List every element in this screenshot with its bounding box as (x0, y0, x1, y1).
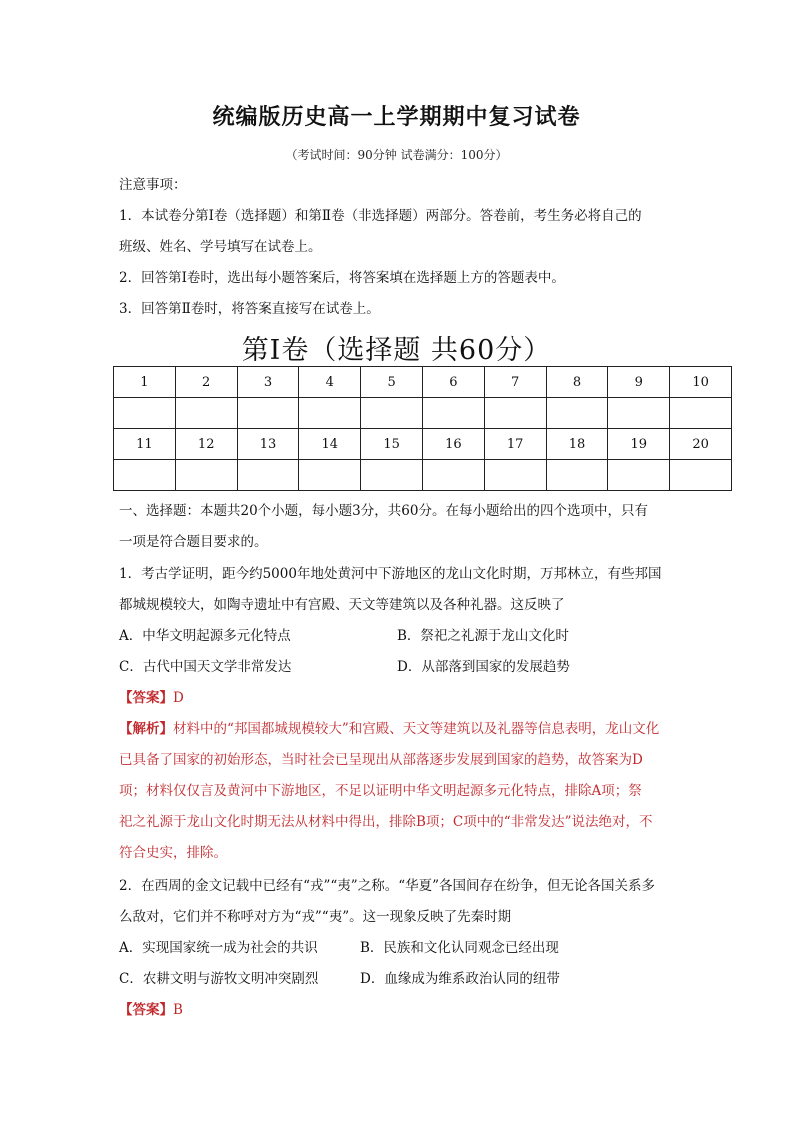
notice-item-2: 2．回答第Ⅰ卷时，选出每小题答案后，将答案填在选择题上方的答题表中。 (119, 270, 565, 286)
answer-table-number: 4 (299, 367, 361, 398)
page-title: 统编版历史高一上学期期中复习试卷 (212, 104, 581, 130)
question-1-analysis-line-3: 项；材料仅仅言及黄河中下游地区，不足以证明中华文明起源多元化特点，排除A项；祭 (119, 783, 642, 799)
answer-cell[interactable] (175, 398, 237, 429)
answer-table-number: 14 (299, 429, 361, 460)
answer-cell[interactable] (670, 398, 732, 429)
answer-cell[interactable] (484, 398, 546, 429)
answer-cell[interactable] (361, 398, 423, 429)
question-1-analysis-line-5: 符合史实，排除。 (119, 845, 227, 861)
question-1-option-b: B．祭祀之礼源于龙山文化时 (397, 628, 569, 644)
answer-table-number: 10 (670, 367, 732, 398)
answer-table-number: 1 (114, 367, 176, 398)
section-title: 第Ⅰ卷（选择题 共60分） (241, 335, 552, 366)
notice-heading: 注意事项： (119, 177, 187, 193)
answer-table-blank-row (114, 460, 732, 491)
question-1-analysis-line-2: 已具备了国家的初始形态，当时社会已呈现出从部落逐步发展到国家的趋势，故答案为D (119, 752, 643, 768)
answer-label: 【答案】 (119, 690, 173, 706)
instructions-line-1: 一、选择题：本题共20个小题，每小题3分，共60分。在每小题给出的四个选项中，只有 (119, 503, 648, 519)
question-2-answer (119, 1000, 679, 1020)
answer-table-number: 16 (422, 429, 484, 460)
answer-cell[interactable] (422, 398, 484, 429)
answer-cell[interactable] (237, 460, 299, 491)
answer-value: B (173, 1002, 183, 1018)
question-2-option-a: A．实现国家统一成为社会的共识 (119, 940, 318, 956)
instructions-line-2: 一项是符合题目要求的。 (119, 534, 268, 550)
answer-cell[interactable] (484, 460, 546, 491)
answer-table-number: 2 (175, 367, 237, 398)
answer-cell[interactable] (237, 398, 299, 429)
question-2-option-c: C．农耕文明与游牧文明冲突剧烈 (119, 971, 319, 987)
answer-cell[interactable] (546, 398, 608, 429)
answer-cell[interactable] (546, 460, 608, 491)
answer-table-number: 3 (237, 367, 299, 398)
answer-table-number: 7 (484, 367, 546, 398)
answer-cell[interactable] (114, 398, 176, 429)
answer-table-blank-row (114, 398, 732, 429)
answer-value: D (173, 690, 184, 706)
question-1-option-a: A．中华文明起源多元化特点 (119, 628, 291, 644)
answer-cell[interactable] (608, 398, 670, 429)
question-2-stem: 2．在西周的金文记载中已经有“戎”“夷”之称。“华夏”各国间存在纷争，但无论各国关系多 (119, 878, 655, 894)
question-1-stem-cont: 都城规模较大，如陶寺遗址中有宫殿、天文等建筑以及各种礼器。这反映了 (119, 597, 565, 613)
answer-table-number: 20 (670, 429, 732, 460)
answer-table (113, 366, 732, 491)
answer-cell[interactable] (670, 460, 732, 491)
answer-cell[interactable] (299, 460, 361, 491)
question-2-stem-cont: 么敌对，它们并不称呼对方为“戎”“夷”。这一现象反映了先秦时期 (119, 909, 512, 925)
answer-cell[interactable] (114, 460, 176, 491)
answer-cell[interactable] (422, 460, 484, 491)
answer-table-number: 12 (175, 429, 237, 460)
answer-table-number-row (114, 429, 732, 460)
answer-table-number: 11 (114, 429, 176, 460)
exam-meta: （考试时间：90分钟 试卷满分：100分） (285, 148, 508, 162)
answer-table-number: 9 (608, 367, 670, 398)
answer-cell[interactable] (175, 460, 237, 491)
analysis-label: 【解析】 (119, 721, 173, 737)
question-1-analysis-line-4: 祀之礼源于龙山文化时期无法从材料中得出，排除B项；C项中的“非常发达”说法绝对，不 (119, 814, 653, 830)
notice-item-3: 3．回答第Ⅱ卷时，将答案直接写在试卷上。 (119, 301, 380, 317)
answer-cell[interactable] (361, 460, 423, 491)
question-1-answer (119, 688, 679, 708)
answer-table-number: 5 (361, 367, 423, 398)
answer-cell[interactable] (299, 398, 361, 429)
answer-cell[interactable] (608, 460, 670, 491)
answer-table-number: 13 (237, 429, 299, 460)
analysis-text: 材料中的“邦国都城规模较大”和宫殿、天文等建筑以及礼器等信息表明，龙山文化 (173, 721, 660, 737)
answer-label: 【答案】 (119, 1002, 173, 1018)
question-2-option-d: D．血缘成为维系政治认同的纽带 (360, 971, 560, 987)
answer-table-number: 19 (608, 429, 670, 460)
question-1-option-c: C．古代中国天文学非常发达 (119, 659, 292, 675)
notice-item-1: 1．本试卷分第Ⅰ卷（选择题）和第Ⅱ卷（非选择题）两部分。答卷前，考生务必将自己的 (119, 208, 642, 224)
notice-item-1-cont: 班级、姓名、学号填写在试卷上。 (119, 239, 322, 255)
answer-table-number: 8 (546, 367, 608, 398)
question-2-option-b: B．民族和文化认同观念已经出现 (360, 940, 559, 956)
question-1-stem: 1．考古学证明，距今约5000年地处黄河中下游地区的龙山文化时期，万邦林立，有些邦国 (119, 566, 662, 582)
answer-table-number-row (114, 367, 732, 398)
question-1-option-d: D．从部落到国家的发展趋势 (397, 659, 570, 675)
answer-table-number: 17 (484, 429, 546, 460)
question-1-analysis (119, 719, 679, 739)
answer-table-number: 6 (422, 367, 484, 398)
answer-table-number: 18 (546, 429, 608, 460)
answer-table-number: 15 (361, 429, 423, 460)
